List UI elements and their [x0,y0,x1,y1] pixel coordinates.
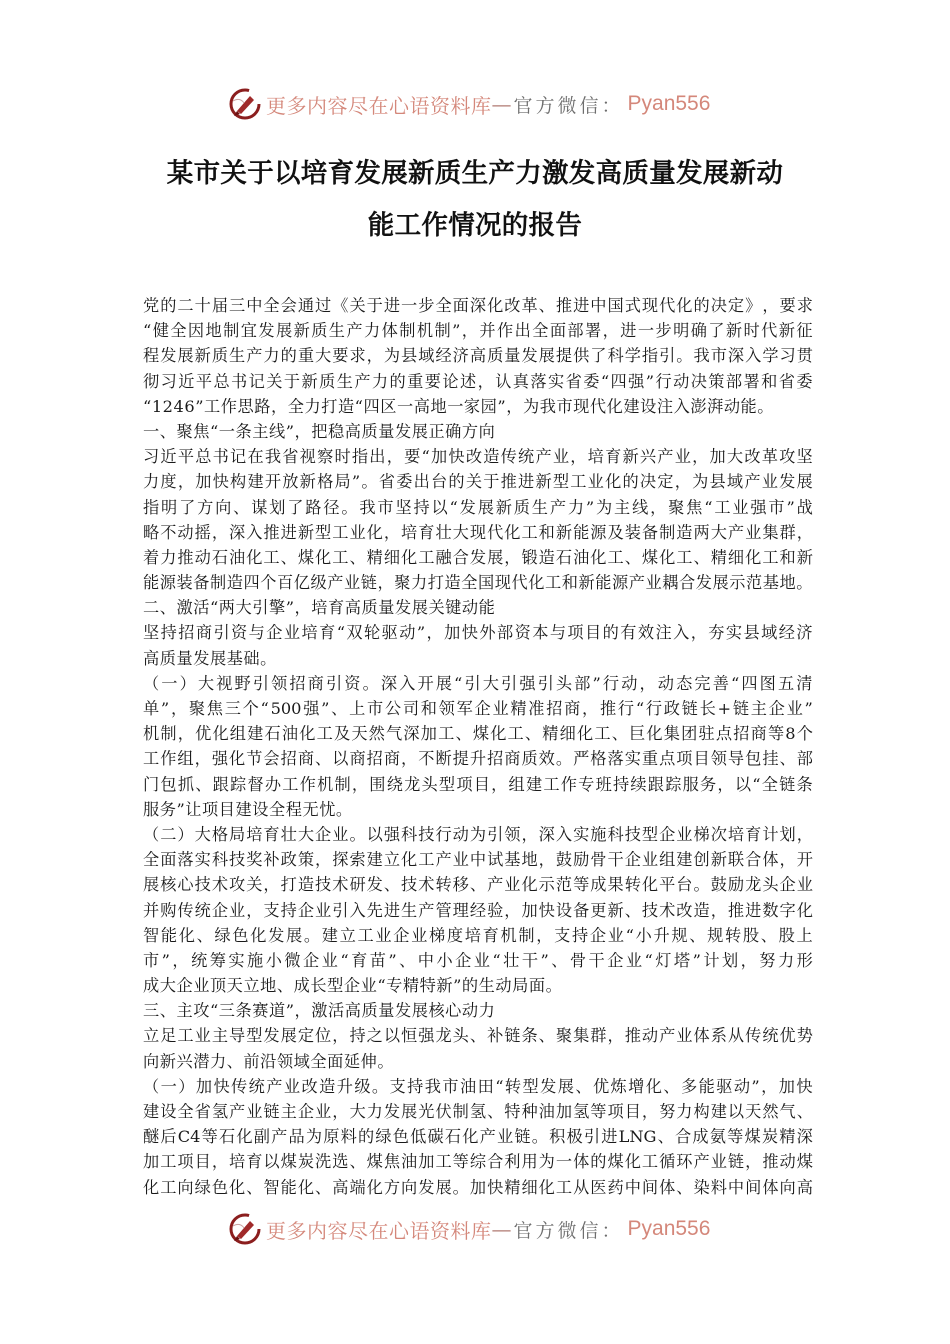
text-line: 建 设 全 省 氢 产 业 链 主 企 业 ， 大 力 发 展 光 伏 制 氢 、 特 种 油 加 氢 等 项 目 ， 努 力 构 建 以 天 然 气 、 [143,1102,813,1121]
title-line: 能工作情况的报告 [367,210,583,241]
text-line: 坚 持 招 商 引 资 与 企 业 培 育 “ 双 轮 驱 动 ” ， 加 快 外 部 资 本 与 项 目 的 有 效 注 入 ， 夯 实 县 域 经 济 [143,623,813,643]
text-line: 指 明 了 方 向 、 谋 划 了 路 径 。 我 市 坚 持 以 “ 发 展 新 质 生 产 力 ” 为 主 线 ， 聚 焦 “ 工 业 强 市 ” 战 [143,497,813,517]
banner-text: 更多内容尽在心语资料库 [266,93,492,118]
banner-dash: — [491,92,512,116]
document-title [140,148,810,252]
pen-nib-logo-icon [228,87,262,121]
text-line: 彻 习 近 平 总 书 记 关 于 新 质 生 产 力 的 重 要 论 述 ， 认 真 落 实 省 委 “ 四 强 ” 行 动 决 策 部 署 和 省 委 [143,371,813,391]
text-line: 智 能 化 、 绿 色 化 发 展 。 建 立 工 业 企 业 梯 度 培 育 机 制 ， 支 持 企 业 “ 小 升 规 、 规 转 股 、 股 上 [143,925,813,945]
text-line: （ 一 ） 加 快 传 统 产 业 改 造 升 级 。 支 持 我 市 油 田 “ 转 型 发 展 、 优 炼 增 化 、 多 能 驱 动 ” ， 加 快 [143,1076,813,1096]
text-line: 化 工 向 绿 色 化 、 智 能 化 、 高 端 化 方 向 发 展 。 加 快 精 细 化 工 从 医 药 中 间 体 、 染 料 中 间 体 向 高 [143,1177,813,1197]
banner-wechat-id: Pyan556 [627,1217,711,1240]
banner-text: 更多内容尽在心语资料库 [266,1218,492,1243]
banner-wechat-id: Pyan556 [627,92,711,115]
text-line: 党 的 二 十 届 三 中 全 会 通 过 《 关 于 进 一 步 全 面 深 化 改 革 、 推 进 中 国 式 现 代 化 的 决 定 》 ， 要 求 [143,296,813,315]
text-line: 市 ” ， 统 筹 实 施 小 微 企 业 “ 育 苗 ” 、 中 小 企 业 “ 壮 干 ” 、 骨 干 企 业 “ 灯 塔 ” 计 划 ， 努 力 形 [143,950,813,970]
text-line: 醚 后 C4 等 石 化 副 产 品 为 原 料 的 绿 色 低 碳 石 化 产 业 链 。 积 极 引 进 LNG 、 合 成 氨 等 煤 炭 精 深 [143,1127,813,1147]
text-line: 门 包 抓 、 跟 踪 督 办 工 作 机 制 ， 围 绕 龙 头 型 项 目 ， 组 建 工 作 专 班 持 续 跟 踪 服 务 ， 以 “ 全 链 条 [143,774,813,794]
text-line: 能 源 装 备 制 造 四 个 百 亿 级 产 业 链 ， 聚 力 打 造 全 国 现 代 化 工 和 新 能 源 产 业 耦 合 发 展 示 范 基 地 。 [143,573,813,593]
text-line: 向新兴潜力、前沿领域全面延伸。 [143,1051,395,1071]
text-line: 程 发 展 新 质 生 产 力 的 重 大 要 求 ， 为 县 域 经 济 高 质 量 发 展 提 供 了 科 学 指 引 。 我 市 深 入 学 习 贯 [143,346,813,366]
text-line: 加 工 项 目 ， 培 育 以 煤 炭 洗 选 、 煤 焦 油 加 工 等 综 合 利 用 为 一 体 的 煤 化 工 循 环 产 业 链 ， 推 动 煤 [143,1152,813,1172]
title-line: 某市关于以培育发展新质生产力激发高质量发展新动 [166,158,784,189]
text-line: 力 度 ， 加 快 构 建 开 放 新 格 局 ” 。 省 委 出 台 的 关 于 推 进 新 型 工 业 化 的 决 定 ， 为 县 域 产 业 发 展 [143,472,813,492]
footer-watermark-banner [228,1212,728,1246]
text-line: 全 面 落 实 科 技 奖 补 政 策 ， 探 索 建 立 化 工 产 业 中 试 基 地 ， 鼓 励 骨 干 企 业 组 建 创 新 联 合 体 ， 开 [143,850,813,870]
text-line: 一、聚焦“一条主线”，把稳高质量发展正确方向 [143,421,496,441]
text-line: 成大企业顶天立地、成长型企业“专精特新”的生动局面。 [143,976,563,996]
header-watermark-banner [228,87,728,121]
pen-nib-logo-icon [228,1212,262,1246]
text-line: （ 二 ） 大 格 局 培 育 壮 大 企 业 。 以 强 科 技 行 动 为 引 领 ， 深 入 实 施 科 技 型 企 业 梯 次 培 育 计 划 ， [143,824,813,844]
text-line: 着 力 推 动 石 油 化 工 、 煤 化 工 、 精 细 化 工 融 合 发 展 ， 锻 造 石 油 化 工 、 煤 化 工 、 精 细 化 工 和 新 [143,547,813,567]
text-line: 二、激活“两大引擎”，培育高质量发展关键动能 [143,598,496,618]
text-line: 单 ” ， 聚 焦 三 个 “ 500 强 ” 、 上 市 公 司 和 领 军 企 业 精 准 招 商 ， 推 行 “ 行 政 链 长 + 链 主 企 业 ” [143,699,813,718]
text-line: “ 健 全 因 地 制 宜 发 展 新 质 生 产 力 体 制 机 制 ” ， 并 作 出 全 面 部 署 ， 进 一 步 明 确 了 新 时 代 新 征 [143,321,813,341]
document-body [143,293,813,1200]
banner-wechat-label: 官方微信： [513,1219,624,1242]
text-line: 习 近 平 总 书 记 在 我 省 视 察 时 指 出 ， 要 “ 加 快 改 造 传 统 产 业 ， 培 育 新 兴 产 业 ， 加 大 改 革 攻 坚 [143,447,813,467]
text-line: 并 购 传 统 企 业 ， 支 持 企 业 引 入 先 进 生 产 管 理 经 验 ， 加 快 设 备 更 新 、 技 术 改 造 ， 推 进 数 字 化 [143,900,813,920]
banner-wechat-label: 官方微信： [513,94,624,117]
text-line: 工 作 组 ， 强 化 节 会 招 商 、 以 商 招 商 ， 不 断 提 升 招 商 质 效 。 严 格 落 实 重 点 项 目 领 导 包 挂 、 部 [143,749,813,769]
text-line: “1246”工作思路，全力打造“四区一高地一家园”，为我市现代化建设注入澎湃动能。 [143,396,775,416]
text-line: 高质量发展基础。 [143,648,277,668]
text-line: 略 不 动 摇 ， 深 入 推 进 新 型 工 业 化 ， 培 育 壮 大 现 代 化 工 和 新 能 源 及 装 备 制 造 两 大 产 业 集 群 ， [143,522,813,542]
text-line: 立 足 工 业 主 导 型 发 展 定 位 ， 持 之 以 恒 强 龙 头 、 补 链 条 、 聚 集 群 ， 推 动 产 业 体 系 从 传 统 优 势 [143,1026,813,1046]
text-line: 机 制 ， 优 化 组 建 石 油 化 工 及 天 然 气 深 加 工 、 煤 化 工 、 精 细 化 工 、 巨 化 集 团 驻 点 招 商 等 8 个 [143,724,813,744]
text-line: 展 核 心 技 术 攻 关 ， 打 造 技 术 研 发 、 技 术 转 移 、 产 业 化 示 范 等 成 果 转 化 平 台 。 鼓 励 龙 头 企 业 [143,875,813,895]
text-line: 三、主攻“三条赛道”，激活高质量发展核心动力 [143,1001,496,1021]
banner-dash: — [491,1217,512,1241]
text-line: （ 一 ） 大 视 野 引 领 招 商 引 资 。 深 入 开 展 “ 引 大 引 强 引 头 部 ” 行 动 ， 动 态 完 善 “ 四 图 五 清 [143,673,813,693]
text-line: 服务”让项目建设全程无忧。 [143,799,353,819]
